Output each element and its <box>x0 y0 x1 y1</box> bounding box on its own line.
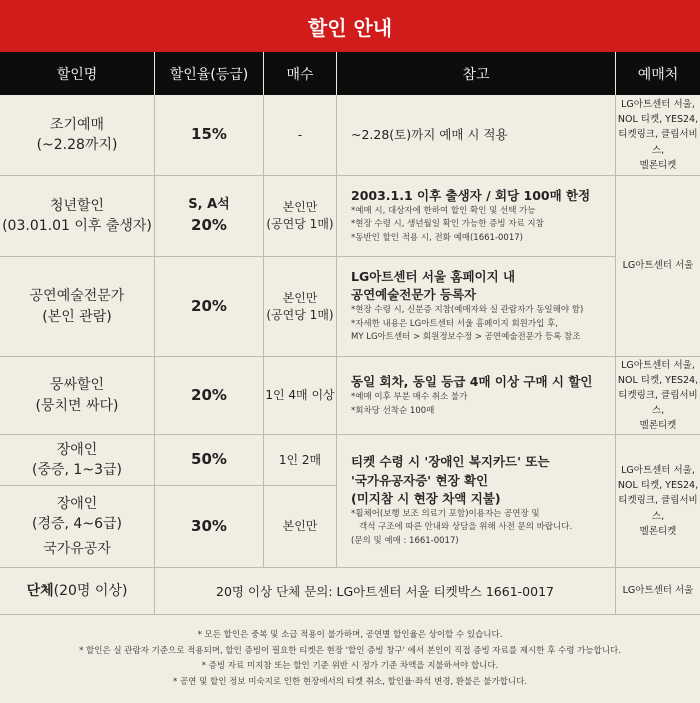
ticket-qty: 본인만 <box>282 200 318 215</box>
note-main: 동일 회차, 동일 등급 4매 이상 구매 시 할인 <box>351 373 593 389</box>
header-seller-label: 예매처 <box>637 66 679 83</box>
header-name <box>0 52 154 95</box>
header-note-label: 참고 <box>462 66 490 83</box>
header-qty-label: 매수 <box>286 66 314 83</box>
seller-line: 티켓링크, 클립서비스, <box>618 495 698 522</box>
ticket-qty: - <box>297 127 303 142</box>
row-mild-disability-rate <box>155 486 263 567</box>
page-title: 할인 안내 <box>307 15 393 40</box>
header-rate-label: 할인율(등급) <box>169 66 249 83</box>
ticket-qty: 1인 2매 <box>278 452 322 467</box>
note-detail: *회차당 선착순 100매 <box>351 405 435 416</box>
note-detail: *현장 수령 시, 생년월일 확인 가능한 증빙 자료 지참 <box>351 219 544 230</box>
row-group-name <box>0 568 154 614</box>
discount-name-sub: (뭉치면 싸다) <box>35 397 119 414</box>
discount-name-sub: (중증, 1~3급) <box>32 462 122 478</box>
discount-grade: S, A석 <box>188 196 230 212</box>
row-severe-disability-rate <box>155 435 263 485</box>
discount-name-sub: (경증, 4~6급) <box>32 516 122 533</box>
row-early-qty <box>264 95 336 175</box>
ticket-qty-sub: (공연당 1매) <box>266 307 334 322</box>
note-detail: *동반인 할인 적용 시, 전화 예매(1661-0017) <box>351 232 523 243</box>
footnotes <box>0 628 700 691</box>
header-seller <box>616 52 700 95</box>
footnote: * 공연 및 할인 정보 미숙지로 인한 현장에서의 티켓 취소, 할인율·좌석 변경, 환불은 불가합니다. <box>173 677 527 688</box>
header-name-label: 할인명 <box>56 66 98 83</box>
discount-rate: 50% <box>191 450 227 469</box>
seller-line: NOL 티켓, YES24, <box>617 480 699 492</box>
row-group-buy-name <box>0 357 154 434</box>
row-youth-name <box>0 176 154 256</box>
row-severe-disability-name <box>0 435 154 485</box>
discount-name-sub: (~2.28까지) <box>36 137 118 153</box>
seller-line: NOL 티켓, YES24, <box>617 114 699 126</box>
note-main: 공연예술전문가 등록자 <box>351 287 477 303</box>
discount-rate: 20% <box>191 215 227 234</box>
note-detail: *휠체어(보행 보조 의료기 포함)이용자는 공연장 및 <box>351 508 540 519</box>
disability-note <box>337 435 615 567</box>
row-divider <box>0 614 700 615</box>
row-youth-note <box>337 176 615 256</box>
seller-line: LG아트센터 서울, <box>621 359 695 371</box>
page-title-banner <box>0 0 700 52</box>
row-group-buy-rate <box>155 357 263 434</box>
seller-line: 티켓링크, 클립서비스, <box>618 389 698 417</box>
row-youth-expert-seller <box>616 176 700 356</box>
note-main: (미지참 시 현장 차액 지불) <box>351 490 501 506</box>
seller-line: LG아트센터 서울 <box>622 260 694 272</box>
note-main: 티켓 수령 시 '장애인 복지카드' 또는 <box>351 454 550 470</box>
row-early-rate <box>155 95 263 175</box>
discount-name-extra: 국가유공자 <box>43 540 111 557</box>
seller-line: LG아트센터 서울 <box>622 585 694 597</box>
group-inquiry: 20명 이상 단체 문의: LG아트센터 서울 티켓박스 1661-0017 <box>216 584 554 599</box>
row-expert-rate <box>155 257 263 356</box>
row-severe-disability-qty <box>264 435 336 485</box>
row-youth-rate <box>155 176 263 256</box>
discount-name: 장애인 <box>56 496 98 513</box>
discount-rate: 30% <box>191 516 227 535</box>
ticket-qty-sub: (공연당 1매) <box>266 217 334 231</box>
discount-table <box>0 52 700 615</box>
footnote: * 증빙 자료 미지참 또는 할인 기준 위반 시 정가 기준 차액을 지불하셔야 합니다. <box>201 661 499 672</box>
discount-name: 조기예매 <box>49 116 105 133</box>
seller-line: LG아트센터 서울, <box>621 465 695 477</box>
row-group-note <box>155 568 615 614</box>
footnote: * 할인은 실 관람자 기준으로 적용되며, 할인 증빙이 필요한 티켓은 현장 '할인 증빙 창구' 에서 본인이 직접 증빙 자료를 제시한 후 수령 가능합니다. <box>79 645 621 656</box>
discount-rate: 20% <box>191 296 227 315</box>
row-mild-disability-name <box>0 486 154 567</box>
row-expert-note <box>337 257 615 356</box>
row-youth-qty <box>264 176 336 256</box>
row-expert-qty <box>264 257 336 356</box>
discount-name: 뭉싸할인 <box>49 377 105 394</box>
header-qty <box>264 52 336 95</box>
seller-line: LG아트센터 서울, <box>621 99 695 111</box>
discount-name: 공연예술전문가 <box>29 288 125 305</box>
row-group-seller <box>616 568 700 614</box>
note-detail: (문의 및 예매 : 1661-0017) <box>351 535 459 546</box>
note-detail: *예매 이후 부분 매수 취소 불가 <box>351 391 468 402</box>
row-group-buy-seller <box>616 357 700 434</box>
header-note <box>337 52 615 95</box>
ticket-qty: 1인 4매 이상 <box>265 388 335 403</box>
discount-name-sub: (20명 이상) <box>53 582 128 599</box>
disability-seller <box>616 435 700 567</box>
note-detail: *자세한 내용은 LG아트센터 서울 홈페이지 회원가입 후, <box>351 318 558 329</box>
seller-line: 멜론티켓 <box>639 525 677 537</box>
note-main: LG아트센터 서울 홈페이지 내 <box>351 268 516 284</box>
discount-name: 단체 <box>26 582 54 599</box>
ticket-qty: 본인만 <box>282 519 318 534</box>
header-rate <box>155 52 263 95</box>
row-early-note <box>337 95 615 175</box>
row-group-buy-note <box>337 357 615 434</box>
note-detail: *예매 시, 대상자에 한하여 할인 확인 및 선택 가능 <box>351 205 536 216</box>
row-group-buy-qty <box>264 357 336 434</box>
seller-line: 멜론티켓 <box>639 420 677 432</box>
note-detail: 객석 구조에 따른 안내와 상담을 위해 사전 문의 바랍니다. <box>359 522 573 533</box>
row-mild-disability-qty <box>264 486 336 567</box>
ticket-qty: 본인만 <box>282 290 318 305</box>
note-main: 2003.1.1 이후 출생자 / 회당 100매 한정 <box>351 187 591 203</box>
discount-name: 청년할인 <box>49 197 105 214</box>
note-main: ~2.28(토)까지 예매 시 적용 <box>351 126 508 142</box>
note-detail: *현장 수령 시, 신분증 지참(예매자와 실 관람자가 동일해야 함) <box>351 305 584 316</box>
seller-line: 티켓링크, 클립서비스, <box>618 129 698 156</box>
note-main: '국가유공자증' 현장 확인 <box>351 472 489 488</box>
footnote: * 모든 할인은 중복 및 소급 적용이 불가하며, 공연별 할인율은 상이할 수 있습니다. <box>197 630 503 640</box>
row-expert-name <box>0 257 154 356</box>
seller-line: NOL 티켓, YES24, <box>617 374 699 386</box>
row-early-seller <box>616 95 700 175</box>
seller-line: 멜론티켓 <box>639 159 677 171</box>
row-early-name <box>0 95 154 175</box>
discount-name-sub: (03.01.01 이후 출생자) <box>2 218 152 234</box>
discount-name-sub: (본인 관람) <box>42 308 112 325</box>
note-detail: MY LG아트센터 > 회원정보수정 > 공연예술전문가 등록 참조 <box>351 332 581 343</box>
discount-rate: 20% <box>191 385 227 404</box>
discount-name: 장애인 <box>56 441 98 458</box>
discount-rate: 15% <box>191 125 227 144</box>
